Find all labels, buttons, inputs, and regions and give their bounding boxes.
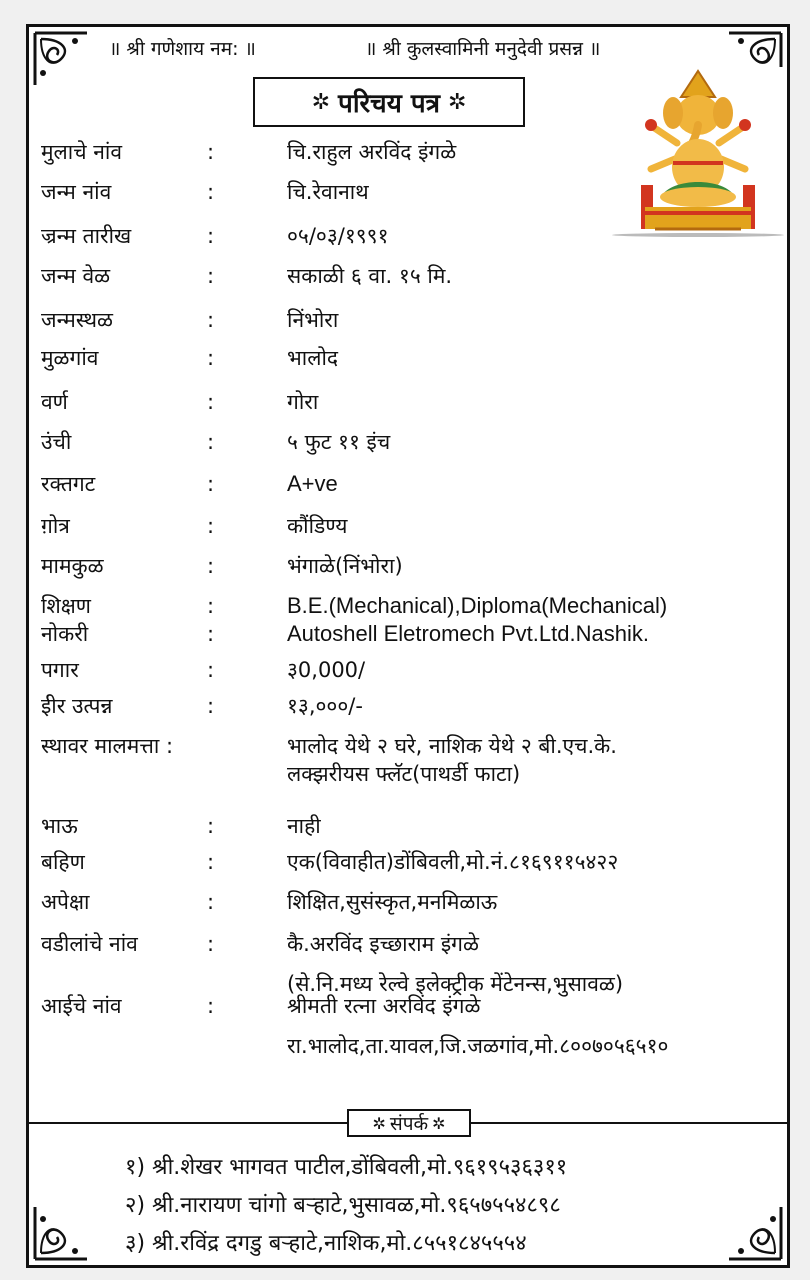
corner-ornament-icon bbox=[31, 1203, 91, 1263]
colon-separator: : bbox=[207, 140, 215, 164]
biodata-card bbox=[26, 24, 790, 1268]
detail-label: जन्म वेळ bbox=[41, 264, 111, 288]
colon-separator: : bbox=[207, 694, 215, 718]
asterisk-icon: ✲ bbox=[447, 89, 467, 115]
detail-value: गोरा bbox=[287, 390, 319, 414]
colon-separator: : bbox=[207, 850, 215, 874]
detail-label: ज्रन्म तारीख bbox=[41, 224, 132, 248]
asterisk-icon: ✲ bbox=[311, 89, 331, 115]
detail-value: ३0,000/ bbox=[287, 658, 366, 682]
ganesh-idol-icon bbox=[611, 67, 785, 239]
asterisk-icon: ✲ bbox=[372, 1113, 386, 1133]
detail-label: उंची bbox=[41, 430, 72, 454]
corner-ornament-icon bbox=[31, 29, 91, 89]
detail-label: पगार bbox=[41, 658, 79, 682]
detail-label: स्थावर मालमत्ता : bbox=[41, 734, 174, 758]
colon-separator: : bbox=[207, 430, 215, 454]
page-title-box bbox=[253, 77, 525, 127]
contact-line: ३) श्री.रविंद्र दगडु बऱ्हाटे,नाशिक,मो.८५५१८४५५५४ bbox=[125, 1231, 527, 1256]
detail-value: शिक्षित,सुसंस्कृत,मनमिळाऊ bbox=[287, 890, 498, 914]
detail-label: भाऊ bbox=[41, 814, 78, 838]
detail-value: श्रीमती रत्ना अरविंद इंगळे bbox=[287, 994, 481, 1018]
detail-value: कौंडिण्य bbox=[287, 514, 348, 538]
detail-value: चि.राहुल अरविंद इंगळे bbox=[287, 140, 457, 164]
detail-label: मामकुळ bbox=[41, 554, 104, 578]
detail-label: वर्ण bbox=[41, 390, 68, 414]
detail-value: एक(विवाहीत)डोंबिवली,मो.नं.८१६९११५४२२ bbox=[287, 850, 619, 874]
detail-value: A+ve bbox=[287, 471, 338, 496]
colon-separator: : bbox=[207, 994, 215, 1018]
colon-separator: : bbox=[207, 180, 215, 204]
detail-label: रक्तगट bbox=[41, 472, 96, 496]
colon-separator: : bbox=[207, 932, 215, 956]
detail-value: कै.अरविंद इच्छाराम इंगळे bbox=[287, 932, 479, 956]
detail-value: ५ फुट ११ इंच bbox=[287, 430, 391, 454]
asterisk-icon: ✲ bbox=[432, 1113, 446, 1133]
colon-separator: : bbox=[207, 594, 215, 618]
detail-value: चि.रेवानाथ bbox=[287, 180, 369, 204]
invocation-left: ॥ श्री गणेशाय नम: ॥ bbox=[109, 38, 256, 60]
corner-ornament-icon bbox=[725, 1203, 785, 1263]
detail-label: शिक्षण bbox=[41, 594, 91, 618]
contact-heading-box bbox=[347, 1109, 471, 1137]
colon-separator: : bbox=[207, 658, 215, 682]
colon-separator: : bbox=[207, 554, 215, 578]
detail-label: नोकरी bbox=[41, 622, 89, 646]
colon-separator: : bbox=[207, 224, 215, 248]
invocation-right: ॥ श्री कुलस्वामिनी मनुदेवी प्रसन्न ॥ bbox=[365, 38, 601, 60]
detail-value-continued: लक्झरीयस फ्लॅट(पाथर्डी फाटा) bbox=[287, 762, 521, 786]
detail-label: ग़ोत्र bbox=[41, 514, 70, 538]
colon-separator: : bbox=[207, 814, 215, 838]
detail-value: ०५/०३/१९९१ bbox=[287, 224, 389, 248]
detail-value: १३,०००/- bbox=[287, 694, 363, 718]
detail-label: अपेक्षा bbox=[41, 890, 90, 914]
detail-value: Autoshell Eletromech Pvt.Ltd.Nashik. bbox=[287, 621, 649, 646]
contact-line: २) श्री.नारायण चांगो बऱ्हाटे,भुसावळ,मो.९६५७५५४८९८ bbox=[125, 1193, 561, 1218]
detail-value: सकाळी ६ वा. १५ मि. bbox=[287, 264, 453, 288]
detail-value: भालोद येथे २ घरे, नाशिक येथे २ बी.एच.के. bbox=[287, 734, 617, 758]
page-title: परिचय पत्र bbox=[338, 89, 440, 119]
detail-value: निंभोरा bbox=[287, 308, 339, 332]
detail-value-continued: (से.नि.मध्य रेल्वे इलेक्ट्रीक मेंटेनन्स,भुसावळ) bbox=[287, 972, 624, 996]
colon-separator: : bbox=[207, 308, 215, 332]
colon-separator: : bbox=[207, 264, 215, 288]
contact-line: १) श्री.शेखर भागवत पाटील,डोंबिवली,मो.९६१९५३६३११ bbox=[125, 1155, 568, 1180]
detail-label: जन्मस्थळ bbox=[41, 308, 113, 332]
detail-label: ईीर उत्पन्न bbox=[41, 694, 113, 718]
detail-label: बहिण bbox=[41, 850, 85, 874]
detail-value: भंगाळे(निंभोरा) bbox=[287, 554, 403, 578]
colon-separator: : bbox=[207, 346, 215, 370]
colon-separator: : bbox=[207, 890, 215, 914]
contact-heading: संपर्क bbox=[389, 1113, 429, 1135]
colon-separator: : bbox=[207, 622, 215, 646]
detail-label: मुळगांव bbox=[41, 346, 99, 370]
detail-label: वडीलांचे नांव bbox=[41, 932, 138, 956]
detail-value: B.E.(Mechanical),Diploma(Mechanical) bbox=[287, 593, 668, 618]
colon-separator: : bbox=[207, 472, 215, 496]
detail-value: नाही bbox=[287, 814, 321, 838]
detail-label: मुलाचे नांव bbox=[41, 140, 123, 164]
detail-value: भालोद bbox=[287, 346, 339, 370]
detail-value-continued: रा.भालोद,ता.यावल,जि.जळगांव,मो.८००७०५६५१० bbox=[287, 1034, 669, 1058]
colon-separator: : bbox=[207, 514, 215, 538]
colon-separator: : bbox=[207, 390, 215, 414]
detail-label: आईचे नांव bbox=[41, 994, 122, 1018]
detail-label: जन्म नांव bbox=[41, 180, 112, 204]
